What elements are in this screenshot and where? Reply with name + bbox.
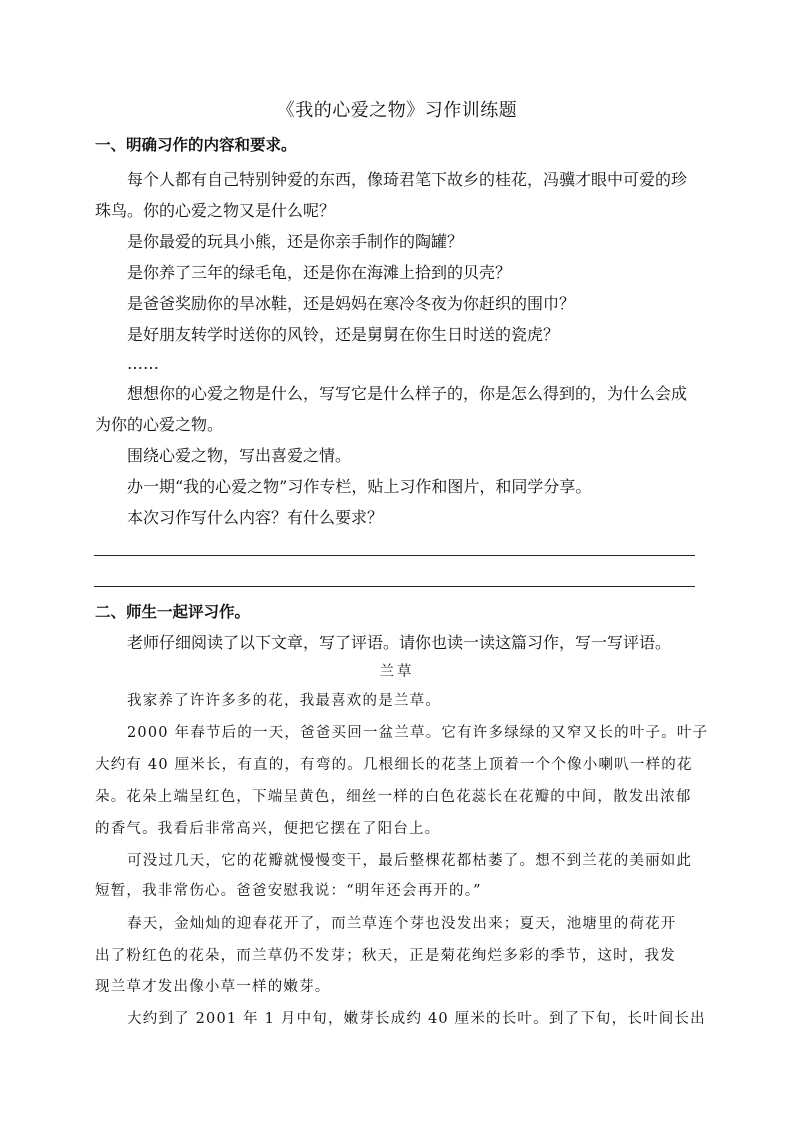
section-1-line: 围绕心爱之物，写出喜爱之情。 [127,446,352,465]
section-2-intro: 老师仔细阅读了以下文章，写了评语。请你也读一读这篇习作，写一写评语。 [127,633,672,652]
section-1-line: 是爸爸奖励你的旱冰鞋，还是妈妈在寒冷冬夜为你赶织的围巾？ [127,294,576,313]
answer-line[interactable] [94,586,695,587]
essay-line: 春天，金灿灿的迎春花开了，而兰草连个芽也没发出来；夏天，池塘里的荷花开 [127,916,677,932]
essay-line: 朵。花朵上端呈红色，下端呈黄色，细丝一样的白色花蕊长在花瓣的中间，散发出浓郁 [95,789,692,805]
section-1-line: 珠鸟。你的心爱之物又是什么呢？ [95,201,336,220]
section-1-line: 是好朋友转学时送你的风铃，还是舅舅在你生日时送的瓷虎？ [127,325,560,344]
answer-line[interactable] [94,555,695,556]
section-1-line: 办一期“我的心爱之物”习作专栏，贴上习作和图片，和同学分享。 [127,477,592,496]
section-1-ellipsis: …… [127,354,159,373]
section-2-heading: 二、师生一起评习作。 [95,603,251,621]
essay-line: 我家养了许许多多的花，我最喜欢的是兰草。 [127,693,441,709]
essay-line: 2000 年春节后的一天，爸爸买回一盆兰草。它有许多绿绿的又窄又长的叶子。叶子 [127,725,709,741]
section-1-line: 想想你的心爱之物是什么，写写它是什么样子的，你是怎么得到的，为什么会成 [127,384,688,403]
essay-line: 可没过几天，它的花瓣就慢慢变干，最后整棵花都枯萎了。想不到兰花的美丽如此 [127,853,693,869]
section-1-line: 是你最爱的玩具小熊，还是你亲手制作的陶罐？ [127,232,464,251]
essay-line: 大约有 40 厘米长，有直的，有弯的。几根细长的花茎上顶着一个个像小喇叭一样的花 [95,757,693,773]
essay-line: 的香气。我看后非常高兴，便把它摆在了阳台上。 [95,821,441,837]
section-1-line: 每个人都有自己特别钟爱的东西，像琦君笔下故乡的桂花，冯骥才眼中可爱的珍 [127,170,688,189]
essay-line: 出了粉红色的花朵，而兰草仍不发芽；秋天，正是菊花绚烂多彩的季节，这时，我发 [95,948,676,964]
section-1-question: 本次习作写什么内容？有什么要求？ [127,508,384,527]
essay-line: 现兰草才发出像小草一样的嫩芽。 [95,979,331,995]
essay-line: 短暂，我非常伤心。爸爸安慰我说：“明年还会再开的。” [95,883,482,899]
essay-line: 大约到了 2001 年 1 月中旬，嫩芽长成约 40 厘米的长叶。到了下旬，长叶间长出 [127,1011,706,1027]
section-1-line: 是你养了三年的绿毛龟，还是你在海滩上拾到的贝壳？ [127,263,512,282]
page-title: 《我的心爱之物》习作训练题 [276,100,518,121]
essay-title: 兰草 [379,664,415,680]
section-1-line: 为你的心爱之物。 [95,415,224,434]
section-1-heading: 一、明确习作的内容和要求。 [95,136,297,154]
